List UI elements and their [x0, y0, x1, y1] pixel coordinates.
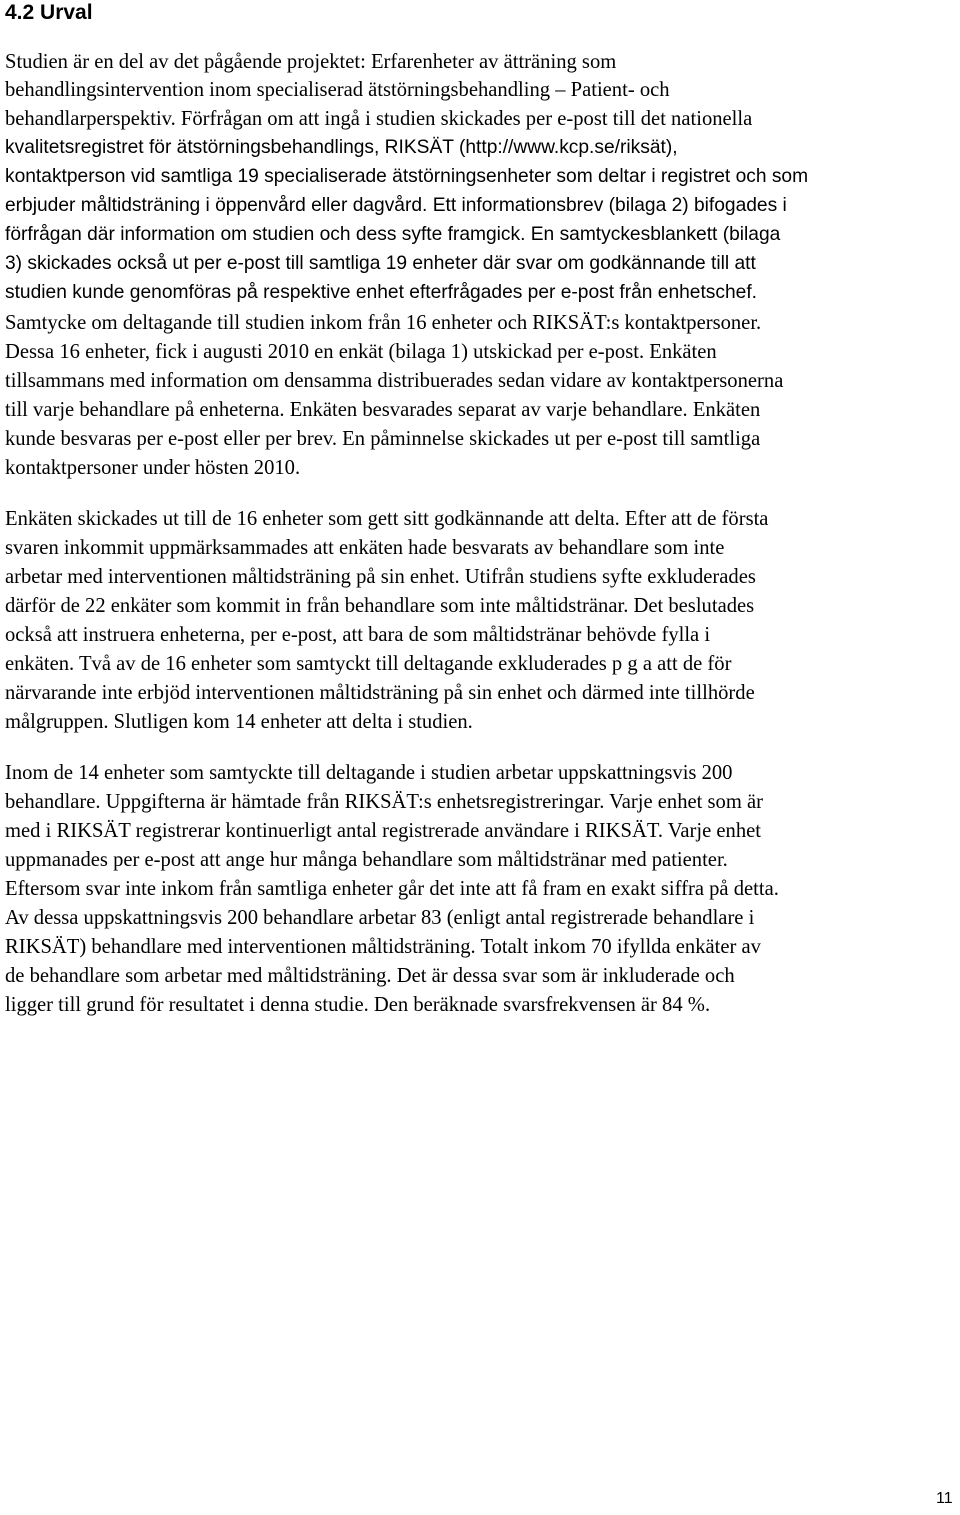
text-line: enkäten. Två av de 16 enheter som samtyckt till deltagande exkluderades p g a att de för [5, 653, 732, 675]
text-line: kontaktpersoner under hösten 2010. [5, 457, 301, 479]
text-line: kunde besvaras per e-post eller per brev. En påminnelse skickades ut per e-post till samtliga [5, 428, 761, 450]
text-line: Eftersom svar inte inkom från samtliga enheter går det inte att få fram en exakt siffra på detta. [5, 878, 779, 900]
text-line: Studien är en del av det pågående projektet: Erfarenheter av ätträning som [5, 51, 617, 73]
text-line: de behandlare som arbetar med måltidsträning. Det är dessa svar som är inkluderade och [5, 965, 735, 987]
text-line: RIKSÄT) behandlare med interventionen måltidsträning. Totalt inkom 70 ifyllda enkäter av [5, 936, 761, 958]
text-line: Enkäten skickades ut till de 16 enheter som gett sitt godkännande att delta. Efter att de första [5, 508, 769, 530]
text-line: uppmanades per e-post att ange hur många behandlare som måltidstränar med patienter. [5, 849, 728, 871]
text-line: kontaktperson vid samtliga 19 specialiserade ätstörningsenheter som deltar i registret och som [5, 166, 809, 187]
text-line: svaren inkommit uppmärksammades att enkäten hade besvarats av behandlare som inte [5, 537, 725, 559]
text-line: närvarande inte erbjöd interventionen måltidsträning på sin enhet och därmed inte tillhörde [5, 682, 755, 704]
text-line: erbjuder måltidsträning i öppenvård eller dagvård. Ett informationsbrev (bilaga 2) bifogades i [5, 195, 787, 216]
text-line: ligger till grund för resultatet i denna studie. Den beräknade svarsfrekvensen är 84 %. [5, 994, 711, 1016]
text-line: Inom de 14 enheter som samtyckte till deltagande i studien arbetar uppskattningsvis 200 [5, 762, 733, 784]
text-line: därför de 22 enkäter som kommit in från behandlare som inte måltidstränar. Det beslutades [5, 595, 755, 617]
section-heading: 4.2 Urval [5, 1, 93, 24]
text-line: Av dessa uppskattningsvis 200 behandlare arbetar 83 (enligt antal registrerade behandlare i [5, 907, 755, 929]
text-line: med i RIKSÄT registrerar kontinuerligt antal registrerade användare i RIKSÄT. Varje enhet [5, 820, 762, 842]
text-line: Samtycke om deltagande till studien inkom från 16 enheter och RIKSÄT:s kontaktpersoner. [5, 312, 762, 334]
text-line: arbetar med interventionen måltidsträning på sin enhet. Utifrån studiens syfte exkluderades [5, 566, 756, 588]
page-number: 11 [936, 1490, 953, 1507]
text-line: till varje behandlare på enheterna. Enkäten besvarades separat av varje behandlare. Enkäten [5, 399, 761, 421]
text-line: tillsammans med information om densamma distribuerades sedan vidare av kontaktpersonerna [5, 370, 784, 392]
text-line: Dessa 16 enheter, fick i augusti 2010 en enkät (bilaga 1) utskickad per e-post. Enkäten [5, 341, 717, 363]
text-line: målgruppen. Slutligen kom 14 enheter att delta i studien. [5, 711, 473, 733]
text-line: också att instruera enheterna, per e-post, att bara de som måltidstränar behövde fylla i [5, 624, 711, 646]
text-line: behandlare. Uppgifterna är hämtade från RIKSÄT:s enhetsregistreringar. Varje enhet som är [5, 791, 763, 813]
text-line: 3) skickades också ut per e-post till samtliga 19 enheter där svar om godkännande till att [5, 253, 756, 274]
text-line: förfrågan där information om studien och dess syfte framgick. En samtyckesblankett (bilaga [5, 224, 781, 245]
text-line: studien kunde genomföras på respektive enhet efterfrågades per e-post från enhetschef. [5, 282, 757, 303]
text-line: behandlarperspektiv. Förfrågan om att ingå i studien skickades per e-post till det nationella [5, 108, 753, 130]
text-line: behandlingsintervention inom specialiserad ätstörningsbehandling – Patient- och [5, 79, 670, 101]
text-line: kvalitetsregistret för ätstörningsbehandlings, RIKSÄT (http://www.kcp.se/riksät), [5, 137, 678, 158]
